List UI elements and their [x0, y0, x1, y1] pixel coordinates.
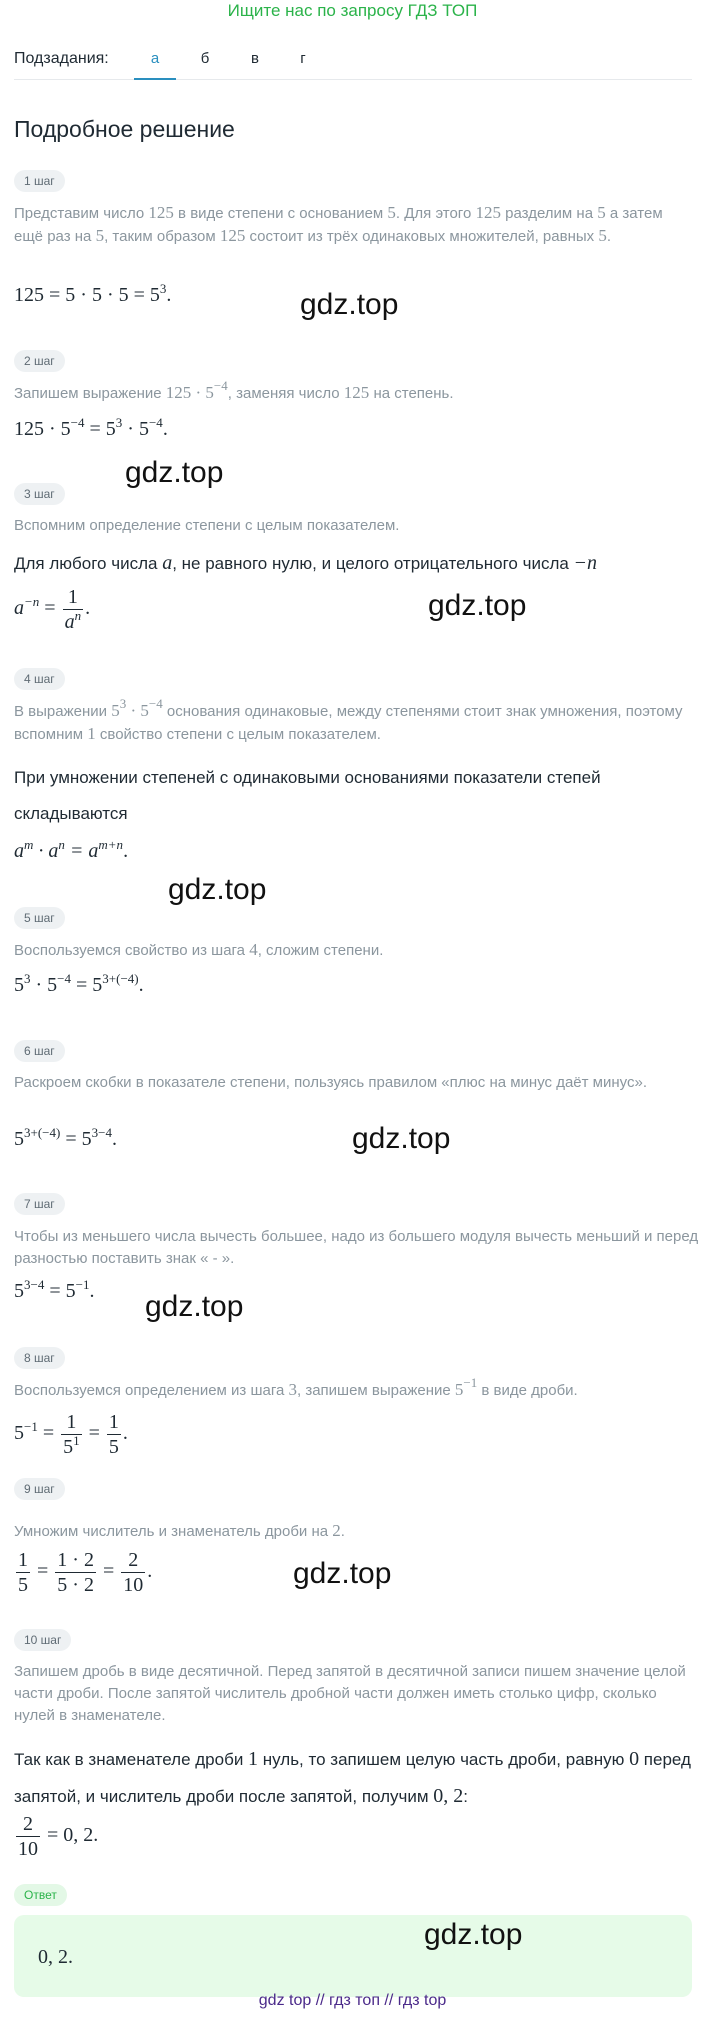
step-10-text: Запишем дробь в виде десятичной. Перед запятой в десятичной записи пишем значение целой части дроби. После запятой числитель дробной части должен иметь столько цифр, сколько нулей в знаменателе.	[14, 1663, 686, 1724]
step-9-formula: $\frac{1}{5}$ = $\frac{1 \cdot 2}{5 \cdot 2}$ = $\frac{2}{10}$ .	[18, 1549, 153, 1596]
step-7-badge: 7 шаг	[14, 1193, 65, 1215]
page-title: Подробное решение	[14, 116, 235, 142]
step-7-formula: $5^{3-4} = 5^{-1}$.	[14, 1277, 95, 1302]
tab-v[interactable]: в	[251, 50, 259, 67]
watermark: gdz.top	[145, 1290, 244, 1323]
step-2-badge: 2 шаг	[14, 350, 65, 372]
step-5-text: Воспользуемся свойство из шага 4, сложим степени.	[14, 940, 384, 959]
tab-a[interactable]: а	[150, 50, 160, 67]
step-2-text: Запишем выражение $125 \cdot 5^{-4}$, заменяя число 125 на степень.	[14, 378, 454, 402]
step-3-badge: 3 шаг	[14, 483, 65, 505]
step-10-badge: 10 шаг	[14, 1629, 71, 1651]
search-banner: Ищите нас по запросу ГДЗ ТОП	[227, 1, 478, 20]
step-8-text: Воспользуемся определением из шага 3, запишем выражение $5^{-1}$ в виде дроби.	[14, 1375, 578, 1399]
watermark: gdz.top	[428, 589, 527, 622]
step-2-formula: $125 \cdot 5^{-4} = 5^3 \cdot 5^{-4}$.	[14, 415, 168, 440]
watermark: gdz.top	[293, 1557, 392, 1590]
step-9-badge: 9 шаг	[14, 1478, 65, 1500]
step-5-formula: $5^3 \cdot 5^{-4} = 5^{3+(-4)}$.	[14, 971, 144, 996]
step-6-text: Раскроем скобки в показателе степени, пользуясь правилом «плюс на минус даёт минус».	[14, 1074, 648, 1091]
answer-badge: Ответ	[14, 1884, 67, 1906]
step-3-rule: Для любого числа a, не равного нулю, и целого отрицательного числа −n	[14, 552, 598, 574]
tab-g[interactable]: г	[300, 50, 306, 67]
watermark: gdz.top	[352, 1122, 451, 1155]
step-3-formula: $a^{-n}$ = $\frac{1}{a^n}$ .	[14, 586, 91, 633]
step-10-rule: Так как в знаменателе дроби 1 нуль, то запишем целую часть дроби, равную 0 перед запятой, и числитель дроби после запятой, получим 0, 2:	[14, 1748, 691, 1807]
step-6-formula: $5^{3+(-4)} = 5^{3-4}$.	[14, 1125, 117, 1150]
step-8-formula: $5^{-1}$ = $\frac{1}{5^1}$ = $\frac{1}{5}$ .	[14, 1411, 128, 1458]
step-8-badge: 8 шаг	[14, 1347, 65, 1369]
step-3-text: Вспомним определение степени с целым показателем.	[14, 517, 400, 534]
watermark: gdz.top	[300, 288, 399, 321]
footer-links[interactable]: gdz top // гдз топ // гдз top	[258, 1992, 447, 2009]
step-4-badge: 4 шаг	[14, 668, 65, 690]
step-1-text: Представим число 125 в виде степени с основанием 5. Для этого 125 разделим на 5 а затем ещё раз на 5, таким образом 125 состоит из трёх одинаковых множителей, равных 5.	[14, 203, 663, 245]
step-10-formula: $\frac{2}{10}$ = 0, 2.	[18, 1813, 99, 1860]
step-1-badge: 1 шаг	[14, 170, 65, 192]
active-tab-indicator	[134, 78, 176, 80]
subtasks-label: Подзадания:	[14, 50, 109, 67]
watermark: gdz.top	[125, 456, 224, 489]
answer-value: 0, 2.	[38, 1946, 73, 1968]
step-6-badge: 6 шаг	[14, 1040, 65, 1062]
step-9-text: Умножим числитель и знаменатель дроби на 2.	[14, 1521, 345, 1540]
step-1-formula: $125 = 5 \cdot 5 \cdot 5 = 5^3$.	[14, 281, 172, 306]
step-5-badge: 5 шаг	[14, 907, 65, 929]
step-4-rule: При умножении степеней с одинаковыми основаниями показатели степей складываются	[14, 768, 601, 823]
watermark: gdz.top	[424, 1918, 523, 1951]
step-4-text: В выражении $5^3 \cdot 5^{-4}$ основания одинаковые, между степенями стоит знак умножения, поэтому вспомним 1 свойство степени с целым показателем.	[14, 696, 683, 743]
watermark: gdz.top	[168, 873, 267, 906]
answer-box	[14, 1915, 692, 1997]
subtasks-bar	[14, 48, 692, 80]
step-7-text: Чтобы из меньшего числа вычесть большее, надо из большего модуля вычесть меньший и перед разностью поставить знак « - ».	[14, 1228, 699, 1267]
step-4-formula: $a^m \cdot a^n = a^{m+n}$.	[14, 837, 129, 862]
tab-b[interactable]: б	[200, 50, 210, 67]
